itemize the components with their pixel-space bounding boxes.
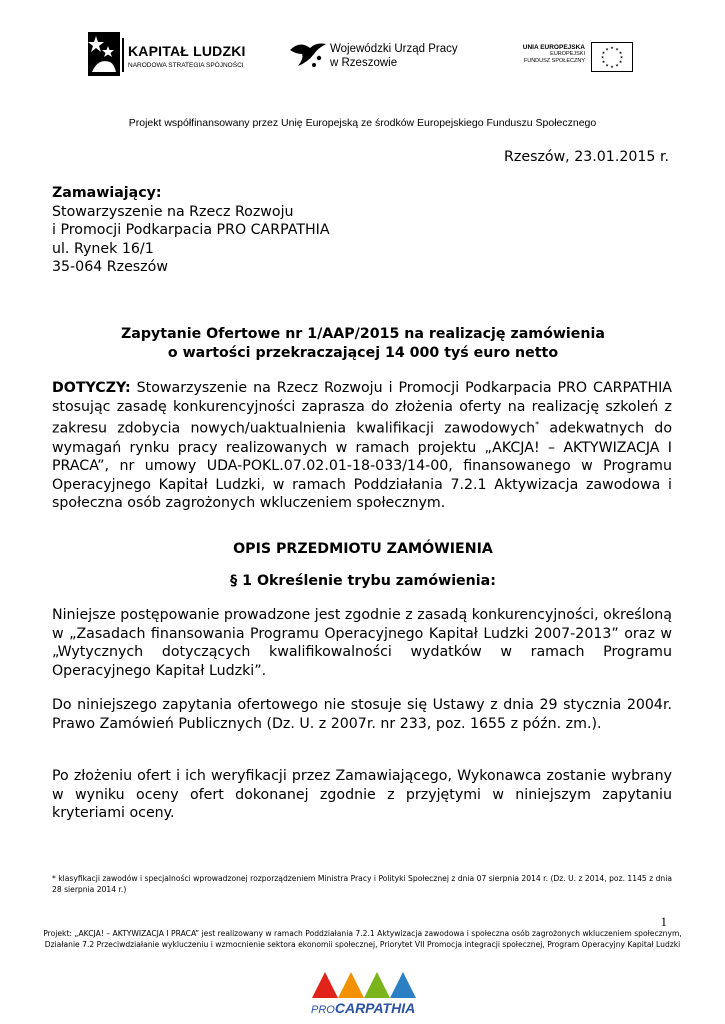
title-line-1: Zapytanie Ofertowe nr 1/AAP/2015 na realizację zamówienia bbox=[121, 326, 605, 342]
title-line-2: o wartości przekraczającej 14 000 tyś euro netto bbox=[167, 344, 559, 361]
wup-bird-icon bbox=[288, 36, 328, 72]
svg-text:★: ★ bbox=[618, 59, 623, 64]
triangles-icon bbox=[310, 968, 420, 1000]
svg-text:★: ★ bbox=[618, 50, 623, 55]
procarpathia-wordmark: PROCARPATHIA bbox=[311, 1000, 416, 1016]
kapital-ludzki-title: KAPITAŁ LUDZKI bbox=[128, 43, 246, 59]
section-heading: OPIS PRZEDMIOTU ZAMÓWIENIA bbox=[233, 541, 493, 557]
place-date: Rzeszów, 23.01.2015 r. bbox=[504, 149, 669, 165]
svg-text:★: ★ bbox=[615, 46, 619, 52]
document-title bbox=[52, 325, 674, 362]
employer-postcode: 35-064 Rzeszów bbox=[52, 259, 168, 276]
svg-text:★: ★ bbox=[619, 54, 624, 60]
employer-line: Stowarzyszenie na Rzecz Rozwoju bbox=[52, 203, 294, 220]
body-paragraph: Niniejsze postępowanie prowadzone jest zgodnie z zasadą konkurencyjności, określoną w „Zasadach finansowania Programu Operacyjnego Kapitał Ludzki 2007-2013” oraz w „Wytycznych dotyczących kwalifikowalności wydatków w ramach Programu Operacyjnego Kapitał Ludzki”. bbox=[52, 607, 672, 679]
employer-address: ul. Rynek 16/1 bbox=[52, 240, 154, 257]
kapital-ludzki-subtitle: NARODOWA STRATEGIA SPÓJNOŚCI bbox=[128, 62, 244, 69]
kapital-ludzki-logo bbox=[88, 30, 248, 80]
svg-text:★: ★ bbox=[610, 64, 614, 69]
procarpathia-logo bbox=[310, 968, 420, 1018]
dotyczy-text-b: adekwatnych do wymagań rynku pracy realizowanych w ramach projektu „AKCJA! – AKTYWIZACJA I PRACA”, nr umowy UDA-POKL.07.02.01-18-033/14-00, finansowanego w Programu Operacyjnego Kapitał Ludzki, w ramach Poddziałania 7.2.1 Aktywizacja zawodowa i społeczna osób zagrożonych wkluczeniem społecznym. bbox=[52, 420, 672, 512]
paragraph-1-heading: § 1 Określenie trybu zamówienia: bbox=[230, 573, 496, 589]
eu-flag-icon bbox=[591, 42, 633, 72]
svg-text:★: ★ bbox=[601, 59, 606, 64]
wup-logo bbox=[288, 36, 463, 76]
svg-text:★: ★ bbox=[605, 46, 609, 52]
eu-text: UNIA EUROPEJSKA EUROPEJSKI FUNDUSZ SPOŁECZNY bbox=[522, 44, 585, 64]
logo-divider bbox=[122, 38, 124, 72]
employer-line: i Promocji Podkarpacia PRO CARPATHIA bbox=[52, 222, 330, 239]
svg-text:★: ★ bbox=[605, 62, 609, 68]
svg-text:★: ★ bbox=[610, 45, 614, 50]
body-paragraph: Do niniejszego zapytania ofertowego nie stosuje się Ustawy z dnia 29 stycznia 2004r. Prawo Zamówień Publicznych (Dz. U. z 2007r. nr 233, poz. 1655 z późn. zm.). bbox=[52, 697, 672, 732]
dotyczy-text-a: Stowarzyszenie na Rzecz Rozwoju i Promocji Podkarpacia PRO CARPATHIA stosując zasadę konkurencyjności zaprasza do złożenia oferty na realizację szkoleń z zakresu zdobycia nowych/uaktualnienia kwalifikacji zawodowych bbox=[52, 380, 672, 437]
wup-name: Wojewódzki Urząd Pracy w Rzeszowie bbox=[330, 43, 458, 69]
page-number: 1 bbox=[660, 914, 667, 929]
kapital-ludzki-emblem bbox=[88, 32, 120, 76]
footnote: * klasyfikacji zawodów i specjalności wprowadzonej rozporządzeniem Ministra Pracy i Polityki Społecznej z dnia 07 sierpnia 2014 r. (Dz. U. z 2014, poz. 1145 z dnia 28 sierpnia 2014 r.) bbox=[52, 874, 672, 894]
footer-project-text: Projekt: „AKCJA! – AKTYWIZACJA I PRACA” jest realizowany w ramach Poddziałania 7.2.1 Aktywizacja zawodowa i społeczna osób zagrożonych wkluczeniem społecznym, Działanie 7.2 Przeciwdziałanie wykluczeniu i wzmocnienie sektora ekonomii społecznej, Priorytet VII Promocja integracji społecznej, Program Operacyjny Kapitał Ludzki bbox=[43, 929, 682, 949]
footnote-mark: * bbox=[535, 420, 540, 430]
svg-text:★: ★ bbox=[615, 62, 619, 68]
cofinancing-note: Projekt współfinansowany przez Unię Europejską ze środków Europejskiego Funduszu Społecznego bbox=[128, 117, 597, 129]
employer-label: Zamawiający: bbox=[52, 185, 162, 201]
eu-logo bbox=[508, 42, 633, 74]
svg-text:★: ★ bbox=[601, 50, 606, 55]
body-paragraph: Po złożeniu ofert i ich weryfikacji przez Zamawiającego, Wykonawca zostanie wybrany w wyniku oceny ofert dokonanej zgodnie z przyjętymi w niniejszym zapytaniu kryteriami oceny. bbox=[52, 768, 672, 822]
svg-text:★: ★ bbox=[600, 54, 605, 60]
dotyczy-label: DOTYCZY: bbox=[52, 380, 131, 396]
dotyczy-paragraph bbox=[52, 379, 672, 513]
employer-block bbox=[52, 184, 452, 277]
